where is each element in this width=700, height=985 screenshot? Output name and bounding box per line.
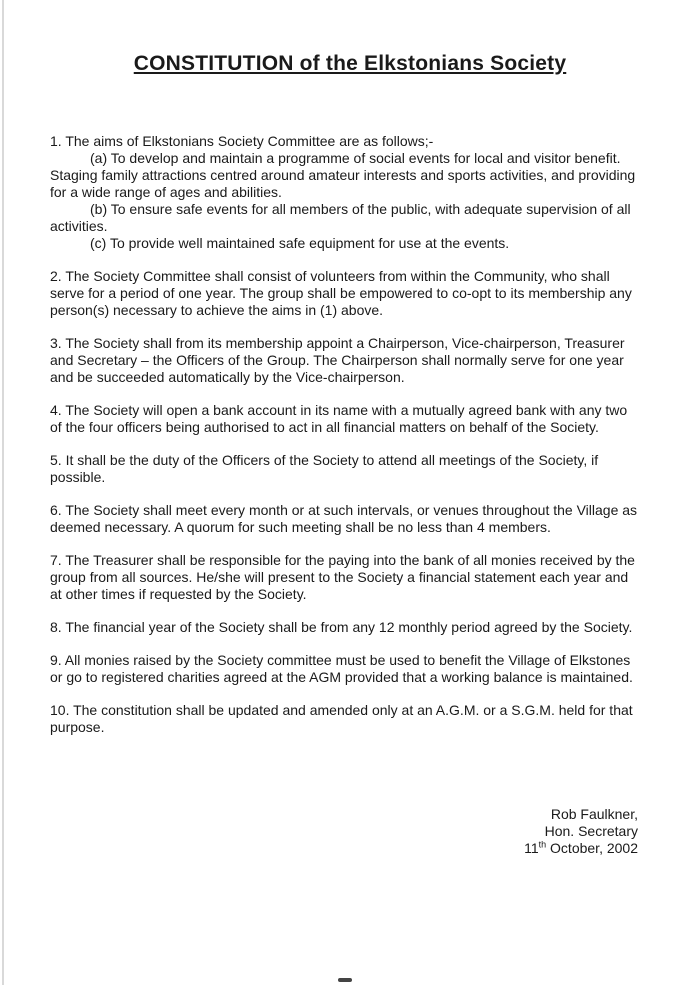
constitution-body <box>50 133 640 752</box>
clause-5: 5. It shall be the duty of the Officers of the Society to attend all meetings of the Society, if possible. <box>50 452 599 485</box>
clause-7: 7. The Treasurer shall be responsible for the paying into the bank of all monies received by the group from all sources. He/she will present to the Society a financial statement each year and at other times if requested by the Society. <box>50 552 635 602</box>
signatory-role: Hon. Secretary <box>544 823 638 839</box>
clause-9: 9. All monies raised by the Society committee must be used to benefit the Village of Elkstones or go to registered charities agreed at the AGM provided that a working balance is maintained. <box>50 652 633 685</box>
date-day: 11 <box>524 840 539 856</box>
clause-6: 6. The Society shall meet every month or at such intervals, or venues throughout the Village as deemed necessary. A quorum for such meeting shall be no less than 4 members. <box>50 502 638 535</box>
clause-1a-text: (a) To develop and maintain a programme of social events for local and visitor benefit. Staging family attractions centred around amateur interests and sports activities, and providing for a wide range of ages and abilities. <box>50 150 636 200</box>
scan-edge-shadow <box>2 0 4 985</box>
clause-3: 3. The Society shall from its membership appoint a Chairperson, Vice-chairperson, Treasurer and Secretary – the Officers of the Group. The Chairperson shall normally serve for one year and be succeeded automatically by the Vice-chairperson. <box>50 335 625 385</box>
date-suffix: th <box>538 839 547 850</box>
clause-4: 4. The Society will open a bank account in its name with a mutually agreed bank with any two of the four officers being authorised to act in all financial matters on behalf of the Society. <box>50 402 628 435</box>
clause-1c <box>50 235 640 252</box>
clause-1-intro: 1. The aims of Elkstonians Society Committee are as follows;- <box>50 133 434 149</box>
clause-1 <box>50 133 640 252</box>
page-title: CONSTITUTION of the Elkstonians Society <box>133 52 567 75</box>
signature-date <box>524 840 638 857</box>
clause-8: 8. The financial year of the Society shall be from any 12 monthly period agreed by the Society. <box>50 619 633 635</box>
clause-1b <box>50 201 640 235</box>
date-rest: October, 2002 <box>546 840 638 856</box>
clause-1a <box>50 150 640 201</box>
clause-1b-text: (b) To ensure safe events for all members of the public, with adequate supervision of all activities. <box>50 201 631 234</box>
scan-artifact <box>338 978 352 982</box>
clause-1c-text: (c) To provide well maintained safe equipment for use at the events. <box>90 235 510 251</box>
signature-block <box>524 806 638 857</box>
signatory-name: Rob Faulkner, <box>550 806 638 822</box>
clause-2: 2. The Society Committee shall consist of volunteers from within the Community, who shall serve for a period of one year. The group shall be empowered to co-opt to its membership any person(s) necessary to achieve the aims in (1) above. <box>50 268 632 318</box>
clause-10: 10. The constitution shall be updated and amended only at an A.G.M. or a S.G.M. held for that purpose. <box>50 702 633 735</box>
